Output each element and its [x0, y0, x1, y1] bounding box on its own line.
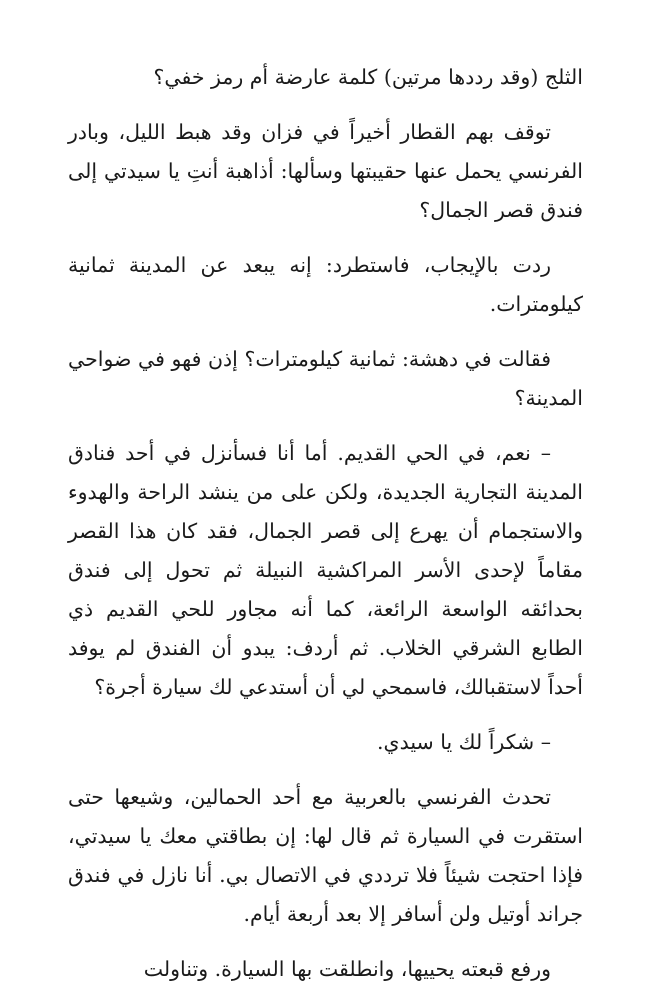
book-page [68, 58, 583, 989]
paragraph-4: فقالت في دهشة: ثمانية كيلومترات؟ إذن فهو في ضواحي المدينة؟ [68, 347, 583, 410]
paragraph-6: – شكراً لك يا سيدي. [377, 730, 551, 754]
paragraph-5: – نعم، في الحي القديم. أما أنا فسأنزل في أحد فنادق المدينة التجارية الجديدة، ولكن على من ينشد الراحة والهدوء والاستجمام أن يهرع إلى قصر الجمال، فقد كان هذا القصر مقاماً لإحدى الأسر المراكشية النبيلة ثم تحول إلى فندق بحدائقه الواسعة الرائعة، كما أنه مجاور للحي القديم ذي الطابع الشرقي الخلاب. ثم أردف: يبدو أن الفندق لم يوفد أحداً لاستقبالك، فاسمحي لي أن أستدعي لك سيارة أجرة؟ [68, 441, 583, 699]
paragraph-1: الثلج (وقد رددها مرتين) كلمة عارضة أم رمز خفي؟ [153, 65, 583, 89]
paragraph-3: ردت بالإيجاب، فاستطرد: إنه يبعد عن المدينة ثمانية كيلومترات. [68, 253, 583, 316]
paragraph-8: ورفع قبعته يحييها، وانطلقت بها السيارة. وتناولت [143, 957, 551, 981]
paragraph-2: توقف بهم القطار أخيراً في فزان وقد هبط الليل، وبادر الفرنسي يحمل عنها حقيبتها وسألها: أذاهبة أنتِ يا سيدتي إلى فندق قصر الجمال؟ [68, 120, 583, 222]
paragraph-7: تحدث الفرنسي بالعربية مع أحد الحمالين، وشيعها حتى استقرت في السيارة ثم قال لها: إن بطاقتي معك يا سيدتي، فإذا احتجت شيئاً فلا ترددي في الاتصال بي. أنا نازل في فندق جراند أوتيل ولن أسافر إلا بعد أربعة أيام. [68, 785, 583, 926]
